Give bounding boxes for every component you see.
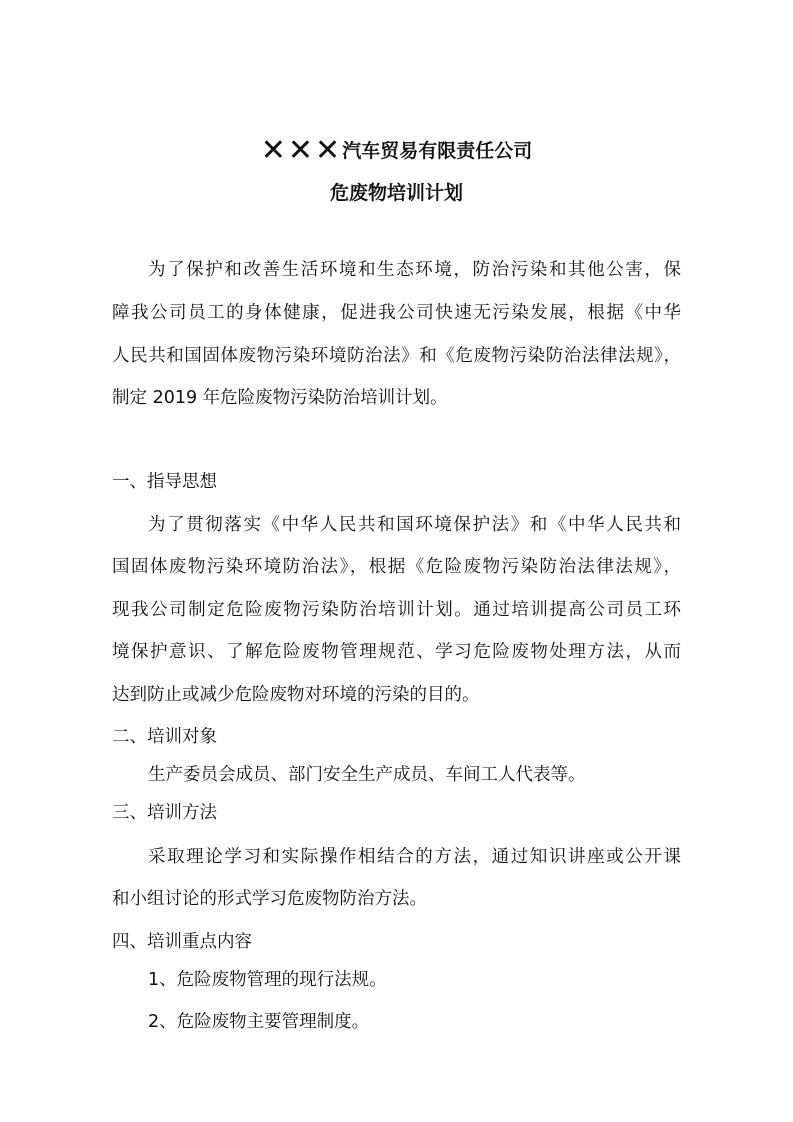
paragraph-line: 现我公司制定危险废物污染防治培训计划。通过培训提高公司员工环 <box>112 600 681 620</box>
list-item: 1、危险废物管理的现行法规。 <box>148 970 387 990</box>
intro-line: 障我公司员工的身体健康，促进我公司快速无污染发展，根据《中华 <box>112 303 681 323</box>
document-title: 危废物培训计划 <box>329 182 463 204</box>
company-placeholder: ✕✕✕ <box>260 133 343 168</box>
paragraph-line: 为了贯彻落实《中华人民共和国环境保护法》和《中华人民共和 <box>148 515 681 535</box>
paragraph-line: 境保护意识、了解危险废物管理规范、学习危险废物处理方法，从而 <box>112 642 681 662</box>
paragraph-line: 达到防止或减少危险废物对环境的污染的目的。 <box>112 685 480 705</box>
section-heading: 四、培训重点内容 <box>112 932 252 952</box>
section-heading: 一、指导思想 <box>112 472 217 492</box>
company-title: ✕✕✕汽车贸易有限责任公司 <box>260 133 533 168</box>
paragraph-line: 生产委员会成员、部门安全生产成员、车间工人代表等。 <box>148 765 586 785</box>
paragraph-line: 和小组讨论的形式学习危废物防治方法。 <box>112 889 427 909</box>
paragraph-line: 国固体废物污染环境防治法》，根据《危险废物污染防治法律法规》， <box>112 557 681 577</box>
intro-line: 人民共和国固体废物污染环境防治法》和《危废物污染防治法律法规》， <box>112 346 681 366</box>
intro-line: 制定 2019 年危险废物污染防治培训计划。 <box>112 388 448 408</box>
paragraph-line: 采取理论学习和实际操作相结合的方法，通过知识讲座或公开课 <box>148 847 681 867</box>
section-heading: 二、培训对象 <box>112 727 217 747</box>
section-heading: 三、培训方法 <box>112 803 217 823</box>
list-item: 2、危险废物主要管理制度。 <box>148 1012 370 1032</box>
intro-line: 为了保护和改善生活环境和生态环境，防治污染和其他公害，保 <box>148 260 681 280</box>
